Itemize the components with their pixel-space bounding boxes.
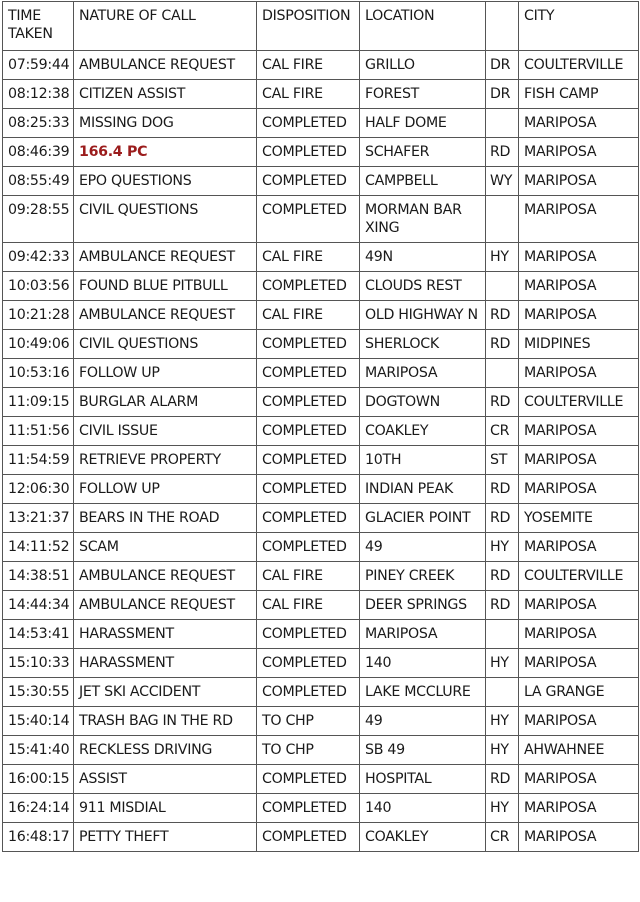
cell-disposition: COMPLETED: [257, 794, 360, 823]
cell-location: PINEY CREEK: [360, 562, 486, 591]
cell-time: 14:53:41: [3, 620, 74, 649]
cell-location: 49: [360, 707, 486, 736]
cell-location: CLOUDS REST: [360, 272, 486, 301]
table-row: [3, 51, 639, 80]
cell-city: MARIPOSA: [519, 533, 639, 562]
cell-location-suffix: RD: [486, 330, 519, 359]
cell-disposition: COMPLETED: [257, 649, 360, 678]
cell-location-suffix: [486, 359, 519, 388]
header-nature-of-call: NATURE OF CALL: [74, 2, 257, 51]
table-row: [3, 678, 639, 707]
table-row: [3, 504, 639, 533]
cell-location: INDIAN PEAK: [360, 475, 486, 504]
cell-location-suffix: RD: [486, 504, 519, 533]
cell-city: COULTERVILLE: [519, 562, 639, 591]
table-row: [3, 823, 639, 852]
cell-nature-of-call: HARASSMENT: [74, 649, 257, 678]
cell-nature-of-call: FOLLOW UP: [74, 359, 257, 388]
cell-location: SHERLOCK: [360, 330, 486, 359]
cell-city: MARIPOSA: [519, 707, 639, 736]
cell-location-suffix: CR: [486, 823, 519, 852]
cell-time: 09:28:55: [3, 196, 74, 243]
cell-time: 11:51:56: [3, 417, 74, 446]
cell-disposition: CAL FIRE: [257, 591, 360, 620]
cell-location-suffix: ST: [486, 446, 519, 475]
cell-city: MARIPOSA: [519, 196, 639, 243]
table-row: [3, 359, 639, 388]
cell-time: 15:40:14: [3, 707, 74, 736]
cell-disposition: COMPLETED: [257, 533, 360, 562]
cell-time: 14:44:34: [3, 591, 74, 620]
cell-location-suffix: HY: [486, 243, 519, 272]
cell-city: MARIPOSA: [519, 359, 639, 388]
cell-time: 07:59:44: [3, 51, 74, 80]
table-row: [3, 80, 639, 109]
cell-time: 15:30:55: [3, 678, 74, 707]
cell-city: LA GRANGE: [519, 678, 639, 707]
cell-location: SB 49: [360, 736, 486, 765]
cell-location-suffix: DR: [486, 51, 519, 80]
table-row: [3, 736, 639, 765]
cell-location: MORMAN BAR XING: [360, 196, 486, 243]
cell-city: MARIPOSA: [519, 591, 639, 620]
table-row: [3, 167, 639, 196]
header-location: LOCATION: [360, 2, 486, 51]
cell-disposition: CAL FIRE: [257, 80, 360, 109]
cell-location: DEER SPRINGS: [360, 591, 486, 620]
header-time-taken: TIME TAKEN: [3, 2, 74, 51]
table-row: [3, 301, 639, 330]
cell-nature-of-call: MISSING DOG: [74, 109, 257, 138]
cell-location: OLD HIGHWAY N: [360, 301, 486, 330]
cell-disposition: CAL FIRE: [257, 51, 360, 80]
cell-location: SCHAFER: [360, 138, 486, 167]
cell-nature-of-call: CIVIL QUESTIONS: [74, 196, 257, 243]
table-row: [3, 388, 639, 417]
table-row: [3, 765, 639, 794]
table-row: [3, 591, 639, 620]
table-row: [3, 620, 639, 649]
cell-time: 16:48:17: [3, 823, 74, 852]
cell-city: MARIPOSA: [519, 138, 639, 167]
cell-disposition: TO CHP: [257, 736, 360, 765]
cell-disposition: COMPLETED: [257, 109, 360, 138]
call-log-table: [2, 1, 639, 852]
cell-time: 15:41:40: [3, 736, 74, 765]
table-header-row: [3, 2, 639, 51]
cell-disposition: TO CHP: [257, 707, 360, 736]
table-row: [3, 475, 639, 504]
cell-time: 11:09:15: [3, 388, 74, 417]
cell-nature-of-call: CITIZEN ASSIST: [74, 80, 257, 109]
cell-location-suffix: CR: [486, 417, 519, 446]
cell-location-suffix: DR: [486, 80, 519, 109]
cell-time: 14:38:51: [3, 562, 74, 591]
cell-city: AHWAHNEE: [519, 736, 639, 765]
cell-disposition: COMPLETED: [257, 765, 360, 794]
cell-location-suffix: [486, 272, 519, 301]
cell-nature-of-call: BEARS IN THE ROAD: [74, 504, 257, 533]
cell-city: MARIPOSA: [519, 794, 639, 823]
table-row: [3, 196, 639, 243]
cell-city: MARIPOSA: [519, 167, 639, 196]
cell-disposition: COMPLETED: [257, 678, 360, 707]
table-row: [3, 138, 639, 167]
cell-nature-of-call: PETTY THEFT: [74, 823, 257, 852]
cell-location-suffix: [486, 196, 519, 243]
cell-time: 11:54:59: [3, 446, 74, 475]
cell-location: CAMPBELL: [360, 167, 486, 196]
cell-city: MARIPOSA: [519, 475, 639, 504]
cell-location: COAKLEY: [360, 823, 486, 852]
cell-city: MARIPOSA: [519, 272, 639, 301]
cell-time: 15:10:33: [3, 649, 74, 678]
cell-location-suffix: RD: [486, 765, 519, 794]
cell-location-suffix: RD: [486, 301, 519, 330]
cell-disposition: CAL FIRE: [257, 301, 360, 330]
cell-nature-of-call: FOUND BLUE PITBULL: [74, 272, 257, 301]
cell-location: 49N: [360, 243, 486, 272]
cell-location-suffix: HY: [486, 707, 519, 736]
cell-nature-of-call: BURGLAR ALARM: [74, 388, 257, 417]
cell-time: 12:06:30: [3, 475, 74, 504]
cell-location: 10TH: [360, 446, 486, 475]
cell-location-suffix: HY: [486, 794, 519, 823]
cell-nature-of-call: FOLLOW UP: [74, 475, 257, 504]
table-row: [3, 243, 639, 272]
cell-location: FOREST: [360, 80, 486, 109]
cell-time: 10:21:28: [3, 301, 74, 330]
cell-nature-of-call: AMBULANCE REQUEST: [74, 562, 257, 591]
cell-time: 10:53:16: [3, 359, 74, 388]
cell-location-suffix: RD: [486, 138, 519, 167]
cell-location: MARIPOSA: [360, 359, 486, 388]
cell-time: 10:49:06: [3, 330, 74, 359]
cell-location: GLACIER POINT: [360, 504, 486, 533]
cell-location-suffix: RD: [486, 562, 519, 591]
cell-location-suffix: HY: [486, 736, 519, 765]
table-row: [3, 272, 639, 301]
cell-nature-of-call: TRASH BAG IN THE RD: [74, 707, 257, 736]
cell-city: MARIPOSA: [519, 765, 639, 794]
cell-nature-of-call: ASSIST: [74, 765, 257, 794]
cell-location-suffix: HY: [486, 649, 519, 678]
cell-nature-of-call: RETRIEVE PROPERTY: [74, 446, 257, 475]
cell-location-suffix: [486, 109, 519, 138]
table-row: [3, 649, 639, 678]
cell-disposition: COMPLETED: [257, 620, 360, 649]
cell-disposition: COMPLETED: [257, 138, 360, 167]
cell-city: COULTERVILLE: [519, 388, 639, 417]
cell-disposition: CAL FIRE: [257, 562, 360, 591]
cell-city: MARIPOSA: [519, 446, 639, 475]
cell-location-suffix: [486, 678, 519, 707]
cell-time: 08:55:49: [3, 167, 74, 196]
cell-location: HALF DOME: [360, 109, 486, 138]
cell-nature-of-call: 166.4 PC: [74, 138, 257, 167]
cell-location-suffix: RD: [486, 388, 519, 417]
table-row: [3, 330, 639, 359]
table-row: [3, 533, 639, 562]
cell-time: 08:12:38: [3, 80, 74, 109]
cell-city: MARIPOSA: [519, 649, 639, 678]
cell-location: 140: [360, 649, 486, 678]
cell-location-suffix: HY: [486, 533, 519, 562]
cell-disposition: COMPLETED: [257, 196, 360, 243]
cell-nature-of-call: EPO QUESTIONS: [74, 167, 257, 196]
table-row: [3, 417, 639, 446]
cell-location: DOGTOWN: [360, 388, 486, 417]
table-row: [3, 109, 639, 138]
cell-disposition: COMPLETED: [257, 504, 360, 533]
cell-city: FISH CAMP: [519, 80, 639, 109]
cell-disposition: COMPLETED: [257, 167, 360, 196]
cell-time: 08:46:39: [3, 138, 74, 167]
cell-disposition: COMPLETED: [257, 417, 360, 446]
cell-location-suffix: RD: [486, 475, 519, 504]
cell-nature-of-call: HARASSMENT: [74, 620, 257, 649]
cell-location-suffix: [486, 620, 519, 649]
table-row: [3, 562, 639, 591]
cell-location: 49: [360, 533, 486, 562]
header-city: CITY: [519, 2, 639, 51]
cell-disposition: COMPLETED: [257, 330, 360, 359]
cell-time: 10:03:56: [3, 272, 74, 301]
table-row: [3, 794, 639, 823]
cell-city: MARIPOSA: [519, 823, 639, 852]
cell-time: 16:00:15: [3, 765, 74, 794]
header-location-suffix: [486, 2, 519, 51]
cell-nature-of-call: SCAM: [74, 533, 257, 562]
cell-nature-of-call: RECKLESS DRIVING: [74, 736, 257, 765]
cell-nature-of-call: AMBULANCE REQUEST: [74, 243, 257, 272]
table-row: [3, 707, 639, 736]
cell-location: GRILLO: [360, 51, 486, 80]
cell-time: 16:24:14: [3, 794, 74, 823]
cell-city: COULTERVILLE: [519, 51, 639, 80]
table-body: [3, 51, 639, 852]
cell-nature-of-call: JET SKI ACCIDENT: [74, 678, 257, 707]
cell-location-suffix: RD: [486, 591, 519, 620]
cell-nature-of-call: AMBULANCE REQUEST: [74, 51, 257, 80]
cell-location: LAKE MCCLURE: [360, 678, 486, 707]
cell-time: 14:11:52: [3, 533, 74, 562]
cell-nature-of-call: AMBULANCE REQUEST: [74, 591, 257, 620]
cell-disposition: COMPLETED: [257, 446, 360, 475]
cell-city: MARIPOSA: [519, 417, 639, 446]
cell-time: 09:42:33: [3, 243, 74, 272]
cell-nature-of-call: AMBULANCE REQUEST: [74, 301, 257, 330]
cell-location: COAKLEY: [360, 417, 486, 446]
cell-location-suffix: WY: [486, 167, 519, 196]
cell-city: MARIPOSA: [519, 620, 639, 649]
cell-city: MIDPINES: [519, 330, 639, 359]
cell-disposition: COMPLETED: [257, 272, 360, 301]
cell-time: 13:21:37: [3, 504, 74, 533]
cell-disposition: COMPLETED: [257, 475, 360, 504]
cell-city: MARIPOSA: [519, 243, 639, 272]
header-disposition: DISPOSITION: [257, 2, 360, 51]
cell-location: MARIPOSA: [360, 620, 486, 649]
cell-disposition: CAL FIRE: [257, 243, 360, 272]
cell-nature-of-call: CIVIL QUESTIONS: [74, 330, 257, 359]
cell-city: YOSEMITE: [519, 504, 639, 533]
cell-time: 08:25:33: [3, 109, 74, 138]
cell-nature-of-call: 911 MISDIAL: [74, 794, 257, 823]
cell-city: MARIPOSA: [519, 109, 639, 138]
cell-location: HOSPITAL: [360, 765, 486, 794]
cell-disposition: COMPLETED: [257, 823, 360, 852]
cell-disposition: COMPLETED: [257, 359, 360, 388]
cell-disposition: COMPLETED: [257, 388, 360, 417]
table-row: [3, 446, 639, 475]
cell-nature-of-call: CIVIL ISSUE: [74, 417, 257, 446]
cell-city: MARIPOSA: [519, 301, 639, 330]
cell-location: 140: [360, 794, 486, 823]
